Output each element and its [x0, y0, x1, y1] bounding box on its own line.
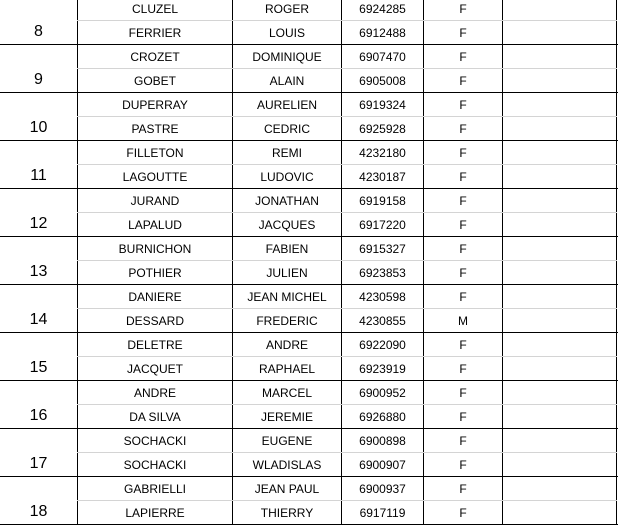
empty-cell[interactable]: [502, 117, 617, 140]
empty-cell[interactable]: [502, 45, 617, 68]
category-cell[interactable]: F: [423, 285, 502, 308]
license-number-cell[interactable]: 6900907: [341, 453, 423, 476]
last-name-cell[interactable]: DUPERRAY: [77, 93, 232, 116]
table-row: [77, 117, 617, 140]
license-number-cell[interactable]: 6900952: [341, 381, 423, 404]
table-row: [77, 405, 617, 428]
first-name-cell[interactable]: JEAN MICHEL: [232, 285, 341, 308]
category-cell[interactable]: F: [423, 501, 502, 524]
license-number-cell[interactable]: 4232180: [341, 141, 423, 164]
license-number-cell[interactable]: 6915327: [341, 237, 423, 260]
first-name-cell[interactable]: ALAIN: [232, 69, 341, 92]
last-name-cell[interactable]: LAPALUD: [77, 213, 232, 236]
table-row: [77, 501, 617, 524]
license-number-cell[interactable]: 4230855: [341, 309, 423, 332]
last-name-cell[interactable]: ANDRE: [77, 381, 232, 404]
table-row: [77, 477, 617, 501]
license-number-cell[interactable]: 6900937: [341, 477, 423, 500]
first-name-cell[interactable]: REMI: [232, 141, 341, 164]
last-name-cell[interactable]: JACQUET: [77, 357, 232, 380]
license-number-cell[interactable]: 4230598: [341, 285, 423, 308]
first-name-cell[interactable]: LOUIS: [232, 21, 341, 44]
category-cell[interactable]: F: [423, 69, 502, 92]
team-number-cell[interactable]: 18: [29, 503, 48, 520]
team-group: [0, 333, 618, 381]
empty-cell[interactable]: [502, 333, 617, 356]
empty-cell[interactable]: [502, 21, 617, 44]
category-cell[interactable]: F: [423, 165, 502, 188]
last-name-cell[interactable]: CROZET: [77, 45, 232, 68]
last-name-cell[interactable]: FILLETON: [77, 141, 232, 164]
first-name-cell[interactable]: ANDRE: [232, 333, 341, 356]
first-name-cell[interactable]: JONATHAN: [232, 189, 341, 212]
category-cell[interactable]: F: [423, 21, 502, 44]
category-cell[interactable]: F: [423, 141, 502, 164]
last-name-cell[interactable]: FERRIER: [77, 21, 232, 44]
license-number-cell[interactable]: 6923919: [341, 357, 423, 380]
first-name-cell[interactable]: AURELIEN: [232, 93, 341, 116]
category-cell[interactable]: F: [423, 405, 502, 428]
first-name-cell[interactable]: EUGENE: [232, 429, 341, 452]
team-number-cell[interactable]: 12: [29, 215, 48, 232]
first-name-cell[interactable]: JEREMIE: [232, 405, 341, 428]
license-number-cell[interactable]: 6926880: [341, 405, 423, 428]
team-number-cell[interactable]: 17: [29, 455, 48, 472]
category-cell[interactable]: F: [423, 477, 502, 500]
table-row: [77, 261, 617, 284]
category-cell[interactable]: F: [423, 381, 502, 404]
team-group: [0, 285, 618, 333]
category-cell[interactable]: F: [423, 213, 502, 236]
category-cell[interactable]: F: [423, 261, 502, 284]
team-number-cell[interactable]: 9: [34, 71, 43, 88]
table-row: [77, 213, 617, 236]
last-name-cell[interactable]: DA SILVA: [77, 405, 232, 428]
first-name-cell[interactable]: THIERRY: [232, 501, 341, 524]
team-group: [0, 477, 618, 525]
last-name-cell[interactable]: DANIERE: [77, 285, 232, 308]
empty-cell[interactable]: [502, 165, 617, 188]
last-name-cell[interactable]: JURAND: [77, 189, 232, 212]
empty-cell[interactable]: [502, 0, 617, 20]
last-name-cell[interactable]: POTHIER: [77, 261, 232, 284]
license-number-cell[interactable]: 6917220: [341, 213, 423, 236]
license-number-cell[interactable]: 6924285: [341, 0, 423, 20]
first-name-cell[interactable]: JEAN PAUL: [232, 477, 341, 500]
last-name-cell[interactable]: LAPIERRE: [77, 501, 232, 524]
table-row: [77, 165, 617, 188]
last-name-cell[interactable]: DELETRE: [77, 333, 232, 356]
category-cell[interactable]: F: [423, 45, 502, 68]
table-row: [77, 189, 617, 213]
first-name-cell[interactable]: WLADISLAS: [232, 453, 341, 476]
empty-cell[interactable]: [502, 357, 617, 380]
category-cell[interactable]: F: [423, 429, 502, 452]
table-row: [77, 429, 617, 453]
table-row: [77, 309, 617, 332]
empty-cell[interactable]: [502, 261, 617, 284]
team-number-cell[interactable]: 8: [34, 23, 43, 40]
license-number-cell[interactable]: 6907470: [341, 45, 423, 68]
first-name-cell[interactable]: JULIEN: [232, 261, 341, 284]
license-number-cell[interactable]: 6923853: [341, 261, 423, 284]
first-name-cell[interactable]: LUDOVIC: [232, 165, 341, 188]
team-number-cell[interactable]: 11: [30, 167, 47, 184]
category-cell[interactable]: F: [423, 117, 502, 140]
table-row: [77, 453, 617, 476]
team-group: [0, 381, 618, 429]
empty-cell[interactable]: [502, 69, 617, 92]
category-cell[interactable]: F: [423, 357, 502, 380]
first-name-cell[interactable]: RAPHAEL: [232, 357, 341, 380]
team-group: [0, 0, 618, 45]
category-cell[interactable]: F: [423, 189, 502, 212]
table-row: [77, 45, 617, 69]
license-number-cell[interactable]: 6919324: [341, 93, 423, 116]
team-group: [0, 429, 618, 477]
team-group: [0, 237, 618, 285]
empty-cell[interactable]: [502, 501, 617, 524]
last-name-cell[interactable]: DESSARD: [77, 309, 232, 332]
last-name-cell[interactable]: PASTRE: [77, 117, 232, 140]
empty-cell[interactable]: [502, 429, 617, 452]
license-number-cell[interactable]: 4230187: [341, 165, 423, 188]
empty-cell[interactable]: [502, 93, 617, 116]
team-number-cell[interactable]: 10: [29, 119, 48, 136]
table-row: [77, 93, 617, 117]
team-number-cell[interactable]: 13: [29, 263, 48, 280]
category-cell[interactable]: F: [423, 93, 502, 116]
table-row: [77, 381, 617, 405]
empty-cell[interactable]: [502, 141, 617, 164]
license-number-cell[interactable]: 6900898: [341, 429, 423, 452]
team-number-cell[interactable]: 16: [29, 407, 48, 424]
team-group: [0, 189, 618, 237]
last-name-cell[interactable]: GABRIELLI: [77, 477, 232, 500]
table-row: [77, 21, 617, 44]
table-row: [77, 285, 617, 309]
category-cell[interactable]: F: [423, 453, 502, 476]
empty-cell[interactable]: [502, 213, 617, 236]
team-group: [0, 45, 618, 93]
team-number-cell[interactable]: 14: [29, 311, 48, 328]
empty-cell[interactable]: [502, 309, 617, 332]
category-cell[interactable]: F: [423, 237, 502, 260]
last-name-cell[interactable]: LAGOUTTE: [77, 165, 232, 188]
team-group: [0, 141, 618, 189]
empty-cell[interactable]: [502, 189, 617, 212]
table-row: [77, 69, 617, 92]
empty-cell[interactable]: [502, 453, 617, 476]
last-name-cell[interactable]: SOCHACKI: [77, 453, 232, 476]
first-name-cell[interactable]: MARCEL: [232, 381, 341, 404]
table-row: [77, 357, 617, 380]
empty-cell[interactable]: [502, 285, 617, 308]
license-number-cell[interactable]: 6922090: [341, 333, 423, 356]
first-name-cell[interactable]: JACQUES: [232, 213, 341, 236]
first-name-cell[interactable]: FREDERIC: [232, 309, 341, 332]
last-name-cell[interactable]: CLUZEL: [77, 0, 232, 20]
first-name-cell[interactable]: CEDRIC: [232, 117, 341, 140]
license-number-cell[interactable]: 6917119: [341, 501, 423, 524]
empty-cell[interactable]: [502, 237, 617, 260]
category-cell[interactable]: M: [423, 309, 502, 332]
table-row: [77, 237, 617, 261]
last-name-cell[interactable]: BURNICHON: [77, 237, 232, 260]
license-number-cell[interactable]: 6905008: [341, 69, 423, 92]
first-name-cell[interactable]: FABIEN: [232, 237, 341, 260]
last-name-cell[interactable]: SOCHACKI: [77, 429, 232, 452]
team-number-cell[interactable]: 15: [29, 359, 48, 376]
license-number-cell[interactable]: 6925928: [341, 117, 423, 140]
last-name-cell[interactable]: GOBET: [77, 69, 232, 92]
first-name-cell[interactable]: ROGER: [232, 0, 341, 20]
license-number-cell[interactable]: 6919158: [341, 189, 423, 212]
empty-cell[interactable]: [502, 381, 617, 404]
empty-cell[interactable]: [502, 405, 617, 428]
table-row: [77, 333, 617, 357]
table-row: [77, 0, 617, 21]
first-name-cell[interactable]: DOMINIQUE: [232, 45, 341, 68]
category-cell[interactable]: F: [423, 333, 502, 356]
team-group: [0, 93, 618, 141]
empty-cell[interactable]: [502, 477, 617, 500]
license-number-cell[interactable]: 6912488: [341, 21, 423, 44]
category-cell[interactable]: F: [423, 0, 502, 20]
table-row: [77, 141, 617, 165]
